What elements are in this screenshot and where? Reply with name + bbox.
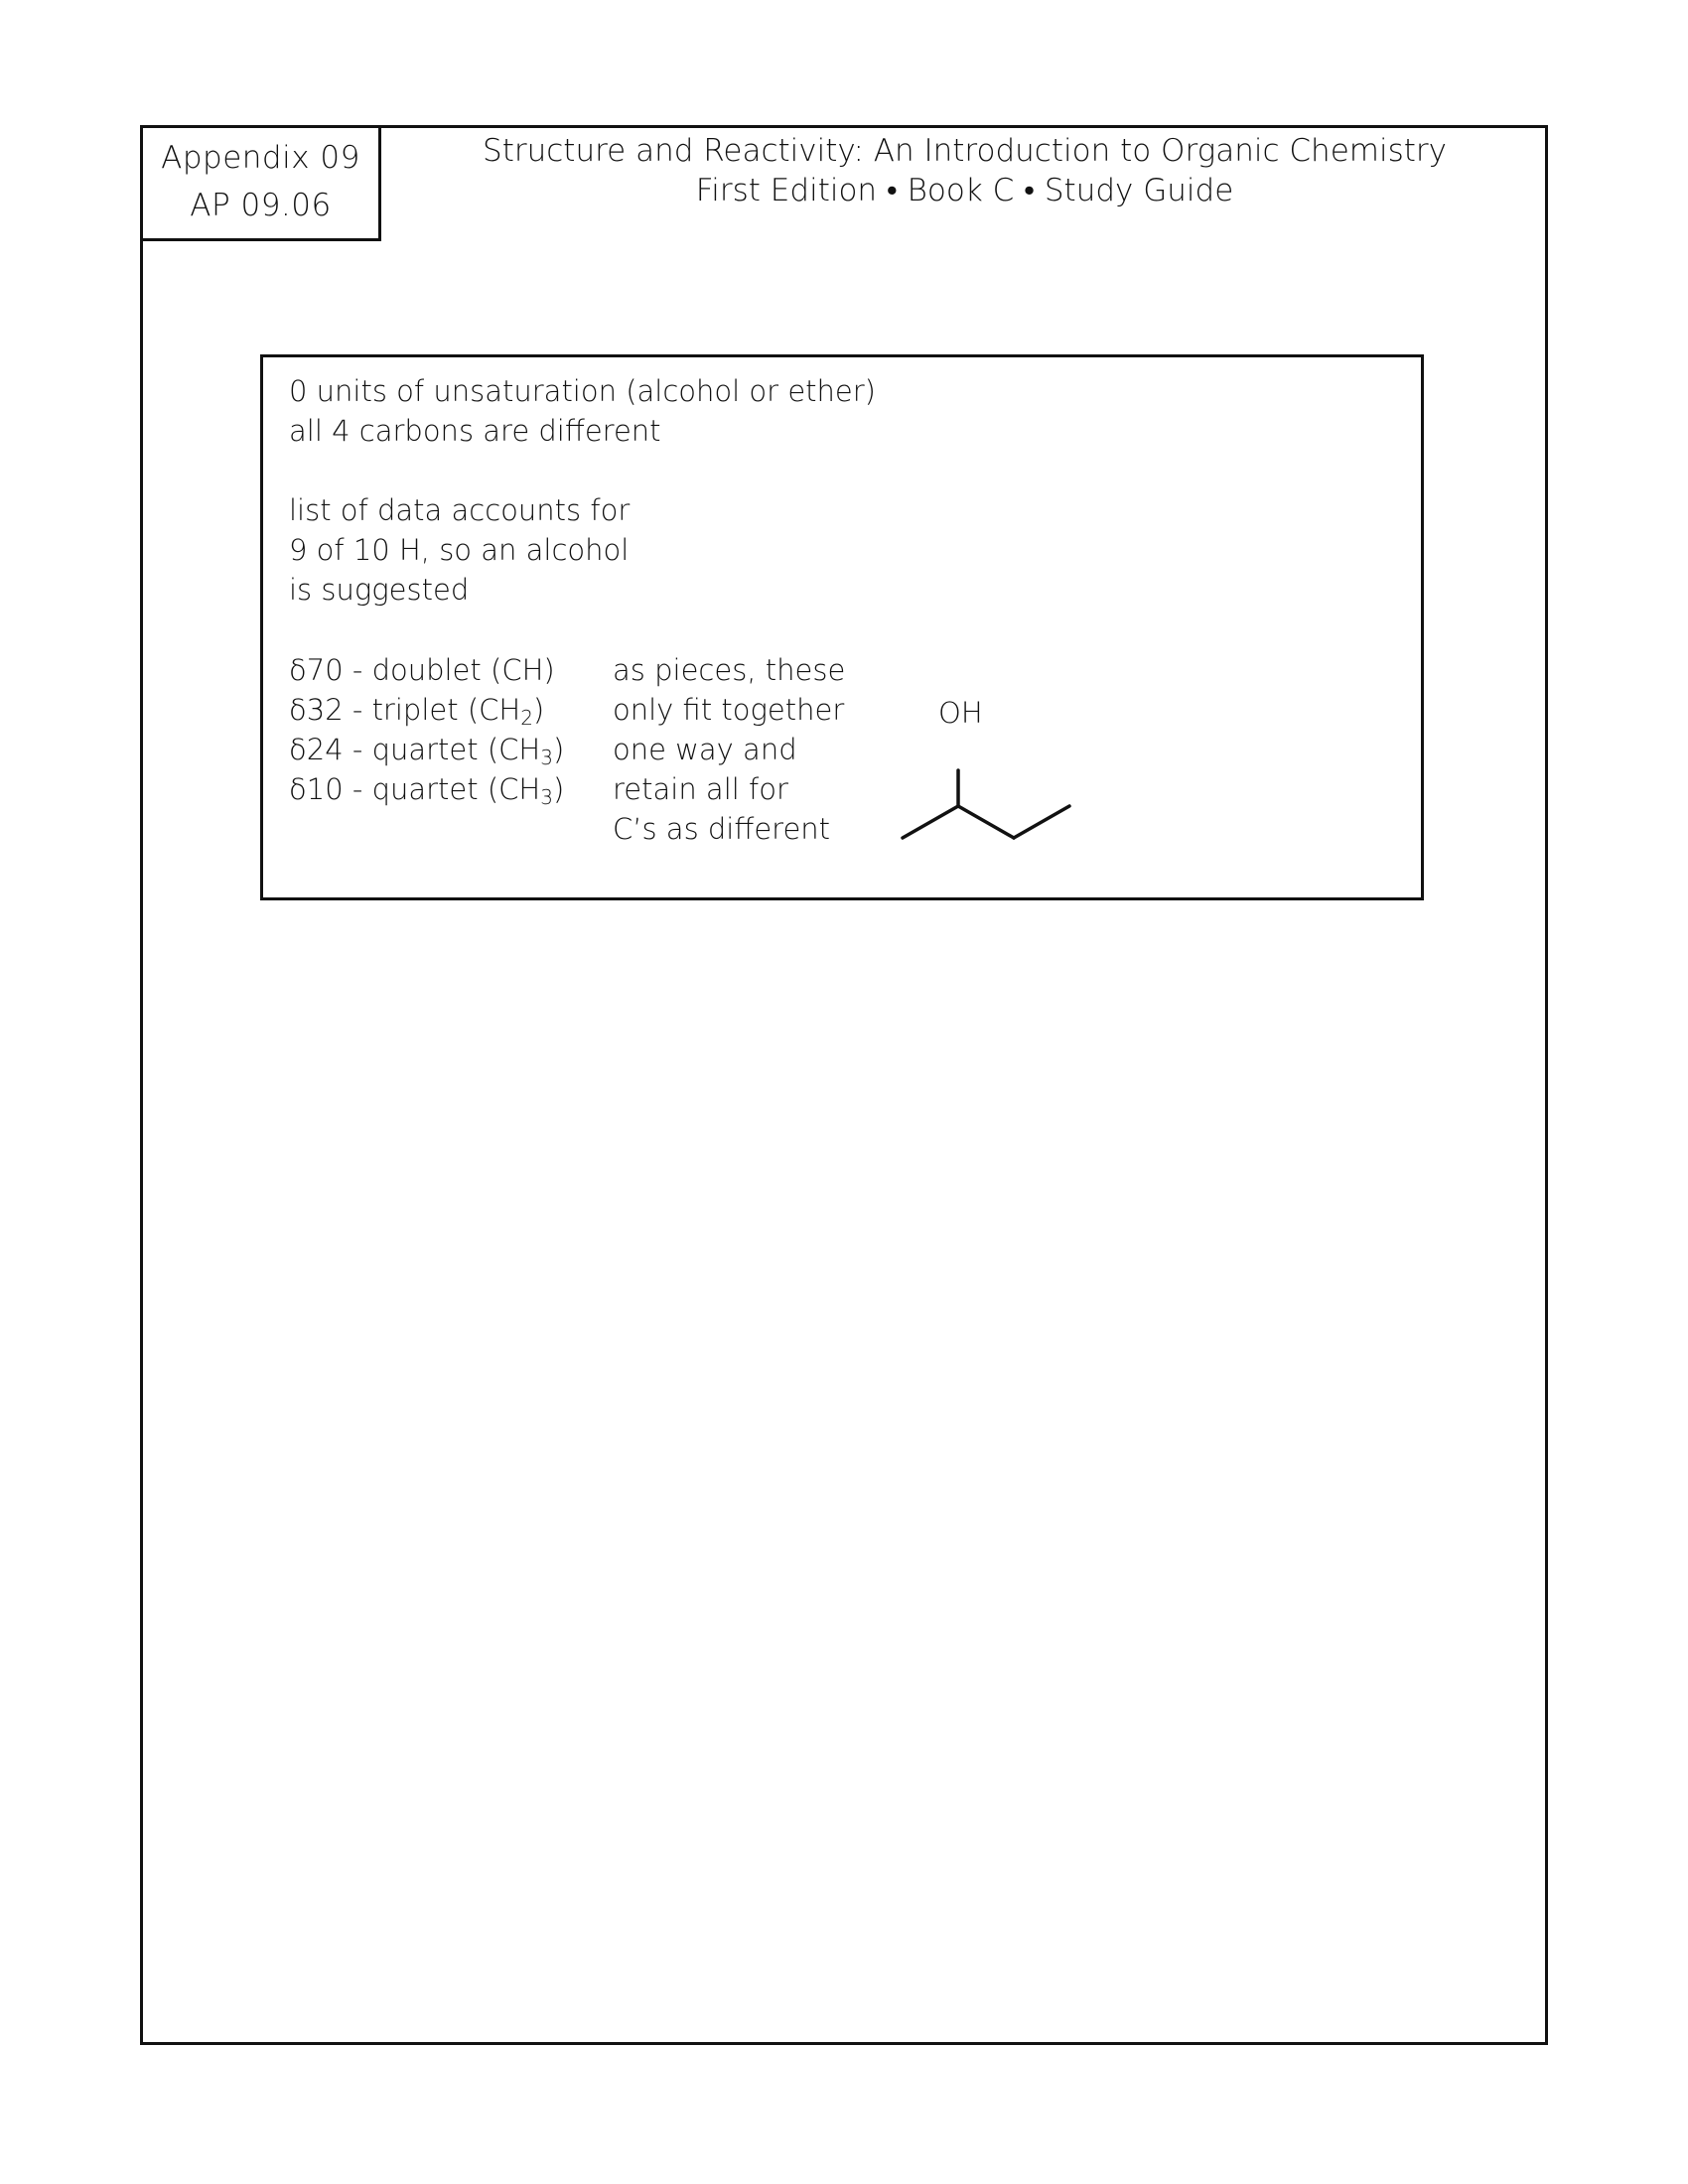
intro-line-1: 0 units of unsaturation (alcohol or ether) xyxy=(289,374,876,408)
signal-shift: δ32 xyxy=(289,693,344,727)
explanation-line-4: retain all for xyxy=(613,772,788,806)
hydroxyl-label: OH xyxy=(938,696,983,730)
book-title-line-1: Structure and Reactivity: An Introduction to Organic Chemistry xyxy=(483,133,1447,169)
signal-group: $(CH_2)$ xyxy=(467,693,545,730)
bond-c3-c4 xyxy=(1014,806,1069,838)
analysis-line-2: 9 of 10 H, so an alcohol xyxy=(289,533,630,567)
answer-box xyxy=(260,354,1424,900)
appendix-number: Appendix 09 xyxy=(161,140,360,176)
molecule-drawing xyxy=(899,675,1127,854)
signal-shift: δ10 xyxy=(289,772,344,806)
analysis-line-1: list of data accounts for xyxy=(289,493,631,527)
signal-row: δ70 - doublet (CH) xyxy=(289,653,555,687)
signal-group: (CH) xyxy=(491,653,555,687)
appendix-page-code: AP 09.06 xyxy=(190,188,332,223)
intro-line-2: all 4 carbons are different xyxy=(289,414,661,448)
bond-c2-c3 xyxy=(958,806,1014,838)
explanation-line-1: as pieces, these xyxy=(613,653,846,687)
signal-row: δ24 - quartet $(CH_3)$ xyxy=(289,733,565,769)
signal-multiplicity: quartet xyxy=(371,733,479,766)
signal-shift: δ24 xyxy=(289,733,344,766)
butan-2-ol-skeletal-structure xyxy=(899,675,1127,854)
appendix-box xyxy=(140,125,381,241)
signal-multiplicity: triplet xyxy=(371,693,459,727)
signal-multiplicity: doublet xyxy=(371,653,482,687)
book-title xyxy=(381,131,1548,210)
book-title-line-2: First Edition • Book C • Study Guide xyxy=(695,173,1234,208)
signal-row: δ32 - triplet $(CH_2)$ xyxy=(289,693,545,730)
explanation-line-5: C’s as different xyxy=(613,812,831,846)
signal-shift: δ70 xyxy=(289,653,344,687)
explanation-line-2: only fit together xyxy=(613,693,845,727)
signal-group: $(CH_3)$ xyxy=(487,772,565,809)
explanation-line-3: one way and xyxy=(613,733,797,766)
signal-multiplicity: quartet xyxy=(371,772,479,806)
signal-row: δ10 - quartet $(CH_3)$ xyxy=(289,772,565,809)
analysis-line-3: is suggested xyxy=(289,573,470,607)
bond-c1-c2 xyxy=(903,806,958,838)
signal-group: $(CH_3)$ xyxy=(487,733,565,769)
